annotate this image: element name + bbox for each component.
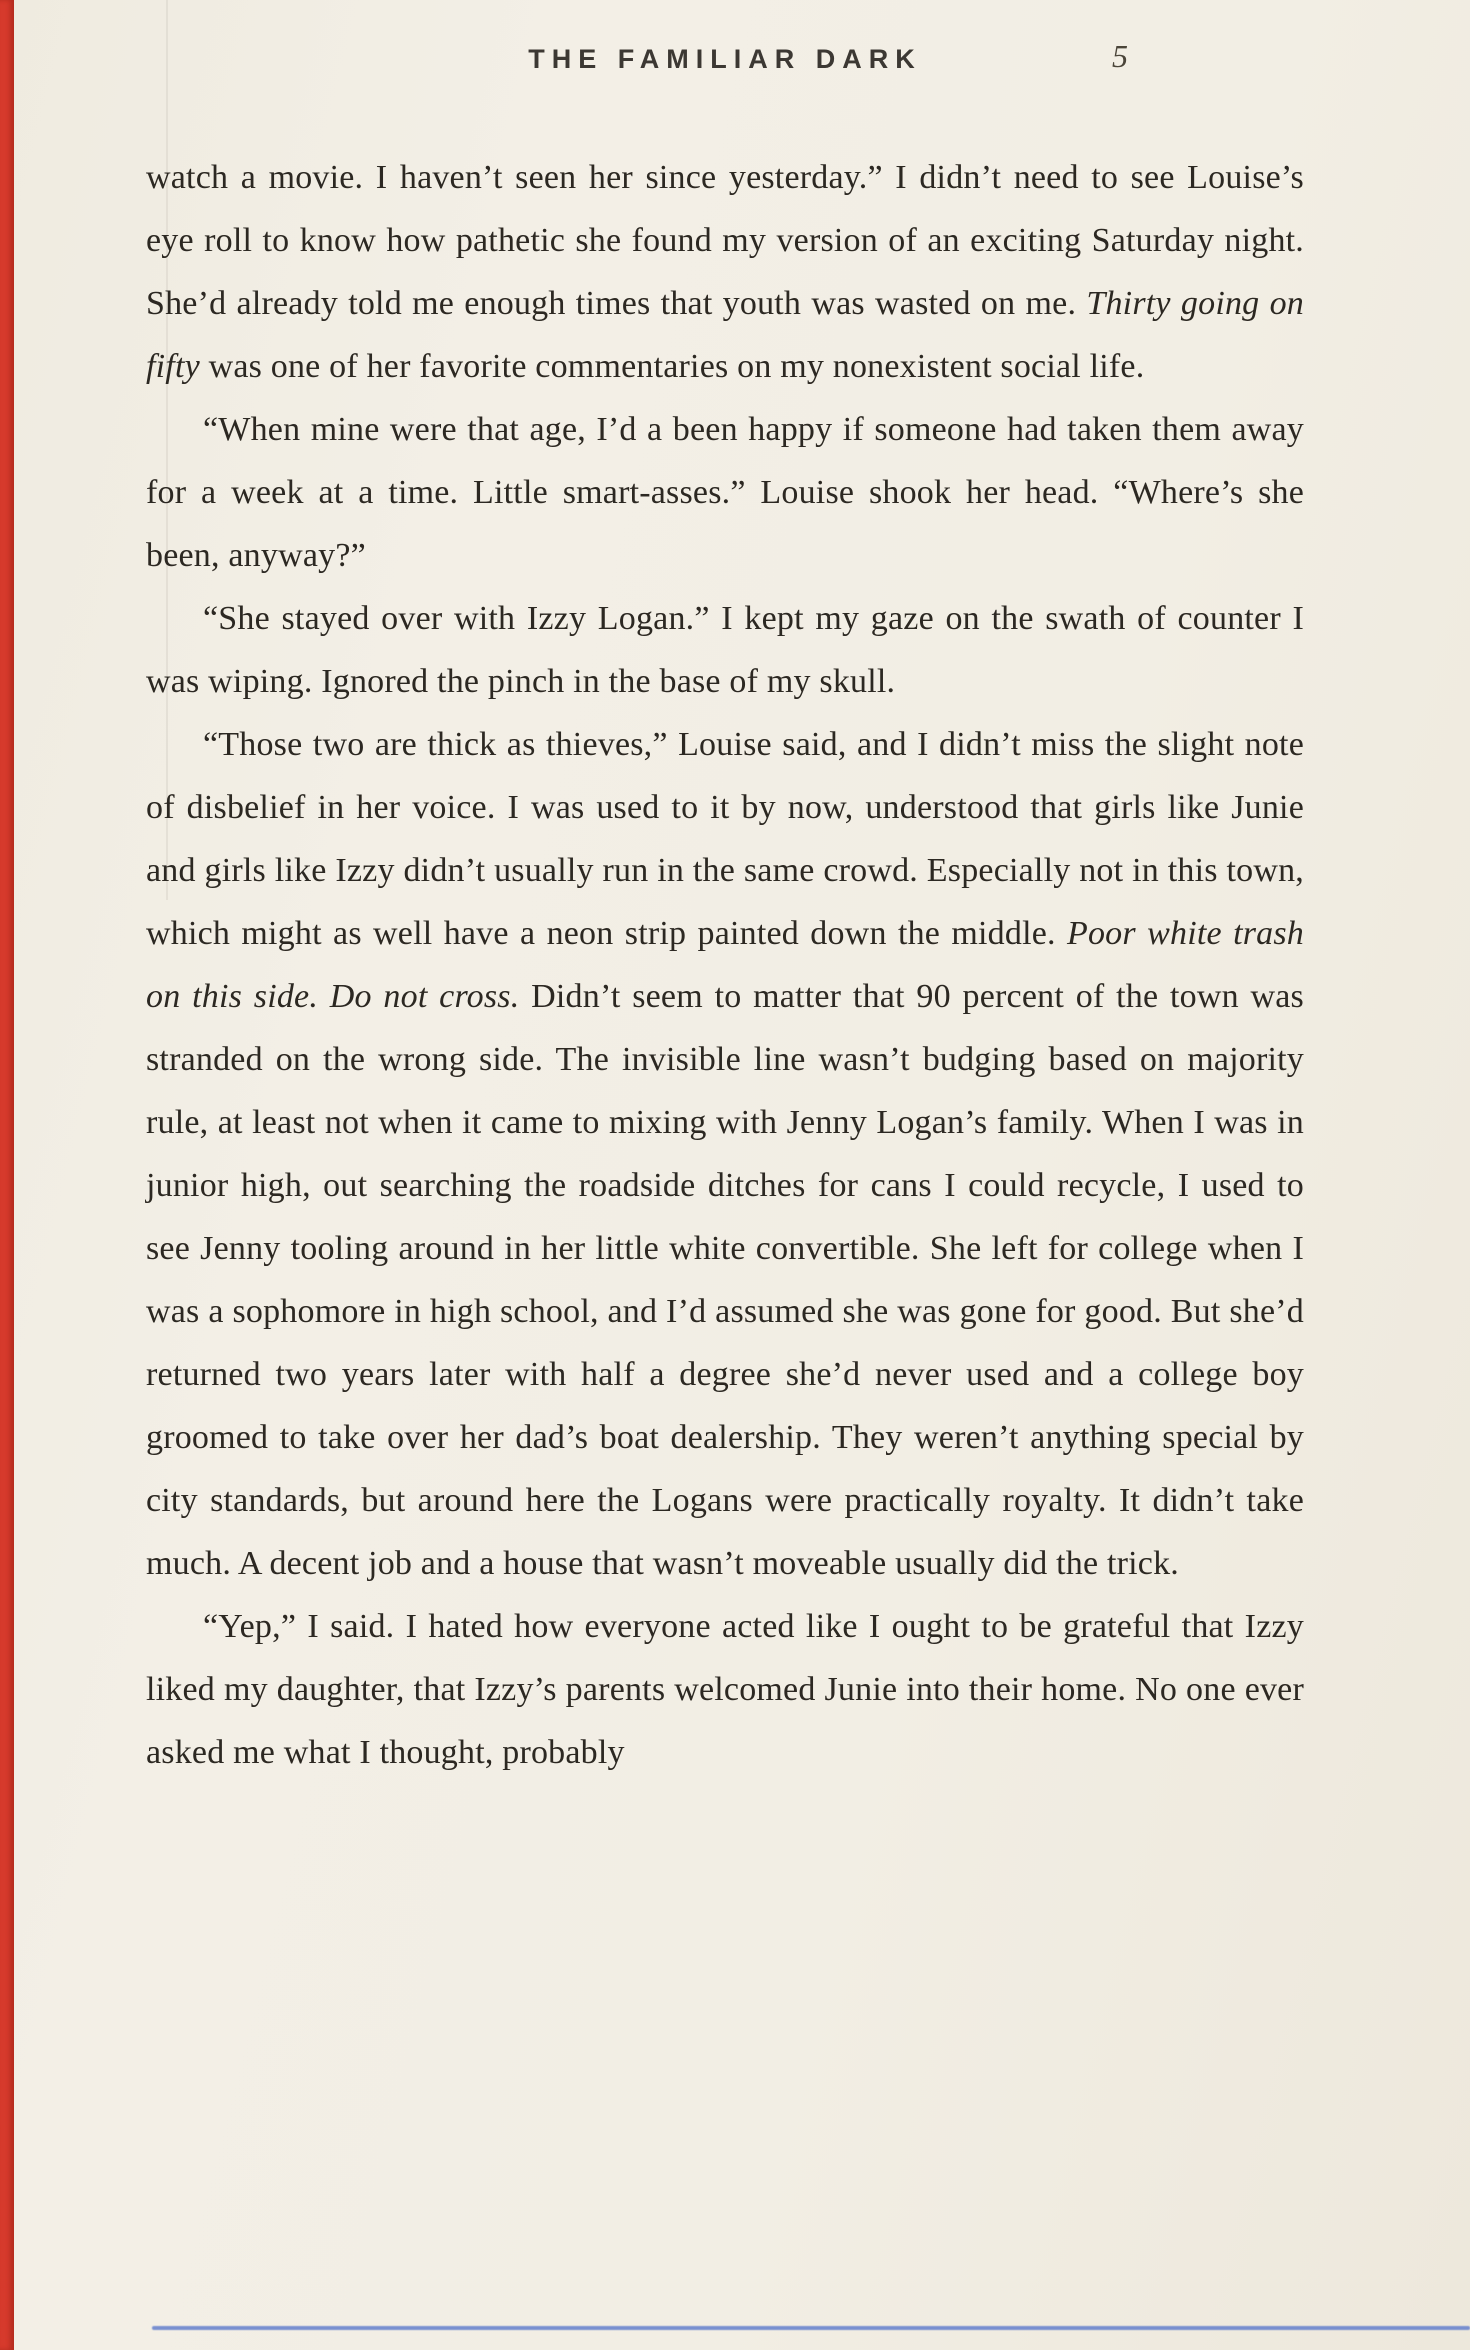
italic-phrase: Thirty going on fifty <box>146 285 1304 385</box>
italic-phrase: Poor white trash on this side. Do not cross. <box>146 915 1304 1015</box>
running-head <box>146 44 1304 75</box>
text-segment: “Those two are thick as thieves,” Louise said, and I didn’t miss the slight note of disbelief in her voice. I was used to it by now, understood that girls like Junie and girls like Izzy didn’t usually run in the same crowd. Especially not in this town, which might as well have a neon strip painted down the middle. <box>146 726 1304 952</box>
paragraph <box>146 398 1304 587</box>
paragraph <box>146 713 1304 1595</box>
text-segment: “Yep,” I said. I hated how everyone acted like I ought to be grateful that Izzy liked my daughter, that Izzy’s parents welcomed Junie into their home. No one ever asked me what I thought, probably <box>146 1608 1304 1771</box>
text-segment: was one of her favorite commentaries on my nonexistent social life. <box>199 348 1145 385</box>
text-segment: “When mine were that age, I’d a been happy if someone had taken them away for a week at a time. Little smart-asses.” Louise shook her head. “Where’s she been, anyway?” <box>146 411 1304 574</box>
text-segment: watch a movie. I haven’t seen her since yesterday.” I didn’t need to see Louise’s eye roll to know how pathetic she found my version of an exciting Saturday night. She’d already told me enough times that youth was wasted on me. <box>146 159 1304 322</box>
book-title-header: THE FAMILIAR DARK <box>528 44 922 74</box>
page-body <box>146 146 1304 1784</box>
paragraph <box>146 587 1304 713</box>
paragraph <box>146 146 1304 398</box>
text-segment: Didn’t seem to matter that 90 percent of the town was stranded on the wrong side. The invisible line wasn’t budging based on majority rule, at least not when it came to mixing with Jenny Logan’s family. When I was in junior high, out searching the roadside ditches for cans I could recycle, I used to see Jenny tooling around in her little white convertible. She left for college when I was a sophomore in high school, and I’d assumed she was gone for good. But she’d returned two years later with half a degree she’d never used and a college boy groomed to take over her dad’s boat dealership. They weren’t anything special by city standards, but around here the Logans were practically royalty. It didn’t take much. A decent job and a house that wasn’t moveable usually did the trick. <box>146 978 1304 1582</box>
scan-edge-stripe <box>0 0 14 2350</box>
scan-bottom-line-artifact <box>152 2326 1470 2330</box>
text-segment: “She stayed over with Izzy Logan.” I kept my gaze on the swath of counter I was wiping. Ignored the pinch in the base of my skull. <box>146 600 1304 700</box>
paragraph <box>146 1595 1304 1784</box>
page-number: 5 <box>1112 38 1128 74</box>
